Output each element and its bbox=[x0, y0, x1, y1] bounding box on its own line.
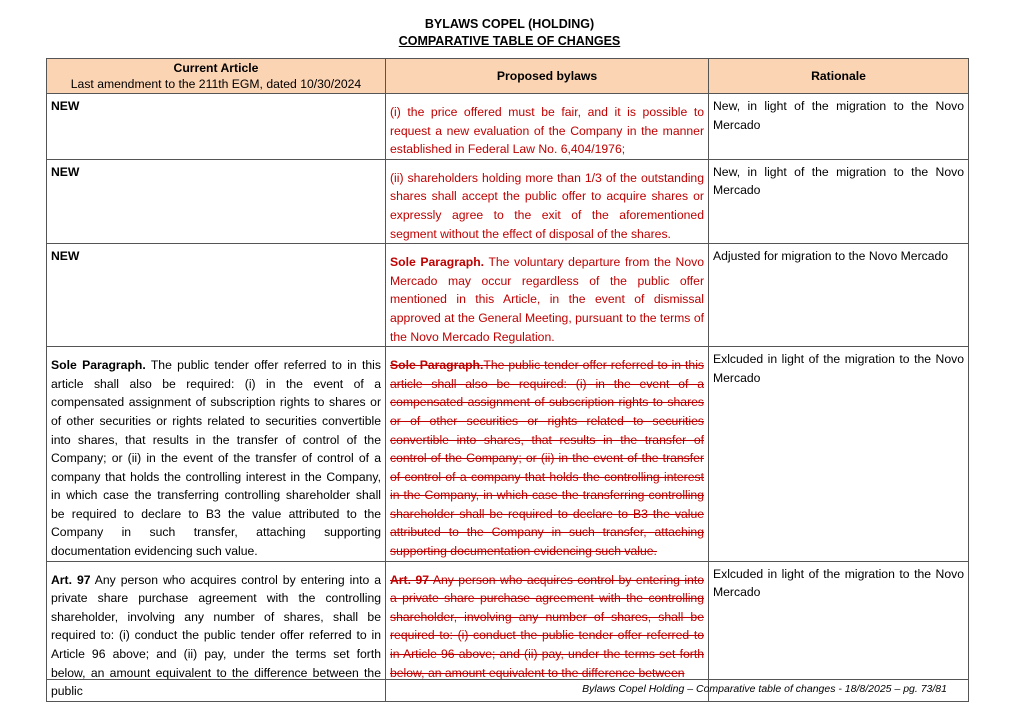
table-header-row bbox=[47, 59, 969, 94]
proposed-text: (i) the price offered must be fair, and it is possible to request a new evaluation of the Company in the manner established in Federal Law No. 6,404/1976; bbox=[390, 105, 704, 157]
rationale-cell: New, in light of the migration to the Novo Mercado bbox=[709, 159, 969, 243]
proposed-text: Any person who acquires control by entering into a private share purchase agreement with the controlling shareholder, involving any number of shares, shall be required to: (i) conduct the public tender offer referred to in Article 96 above; and (ii) pay, under the terms set forth below, an amount equivalent to the difference between bbox=[390, 572, 705, 680]
page-footer: Bylaws Copel Holding – Comparative table of changes - 18/8/2025 – pg. 73/81 bbox=[582, 683, 947, 695]
current-article-cell bbox=[47, 94, 386, 160]
table-row bbox=[47, 244, 969, 347]
comparison-table bbox=[46, 58, 969, 702]
document-subtitle: COMPARATIVE TABLE OF CHANGES bbox=[398, 34, 621, 48]
proposed-lead: Sole Paragraph. bbox=[390, 358, 484, 373]
header-rationale: Rationale bbox=[709, 59, 969, 94]
current-text: The public tender offer referred to in this article shall also be required: (i) in the event of a compensated assignment of subscription rights to shares or of other securities or rights related to securities convertible into shares, that results in the transfer of control of the Company; or (ii) in the event of the transfer of control of a company that holds the controlling interest in the Company, in which case the transferring controlling shareholder shall be required to declare to B3 the value attributed to the Company in such transfer, attaching supporting documentation evidencing such value. bbox=[51, 358, 381, 559]
proposed-text: (ii) shareholders holding more than 1/3 of the outstanding shares shall accept the public offer to acquire shares or expressly agree to the exit of the aforementioned segment without the effect of disposal of the shares. bbox=[390, 170, 704, 241]
proposed-text: The public tender offer referred to in this article shall also be required: (i) in the event of a compensated assignment of subscription rights to shares or of other securities or rights related to securities convertible into shares, that results in the transfer of control of the Company; or (ii) in the event of the transfer of control of a company that holds the controlling interest in the Company, in which case the transferring controlling shareholder shall be required to declare to B3 the value attributed to the Company in such transfer, attaching supporting documentation evidencing such value. bbox=[390, 358, 704, 559]
current-lead: NEW bbox=[51, 249, 80, 264]
header-current-article bbox=[47, 59, 386, 94]
footer-divider bbox=[46, 679, 968, 680]
current-lead: NEW bbox=[51, 164, 80, 179]
current-article-cell bbox=[47, 159, 386, 243]
rationale-cell: New, in light of the migration to the Novo Mercado bbox=[709, 94, 969, 160]
header-current-subtitle: Last amendment to the 211th EGM, dated 10/30/2024 bbox=[70, 77, 362, 91]
table-row bbox=[47, 347, 969, 562]
proposed-bylaws-cell bbox=[386, 159, 709, 243]
document-title-block bbox=[0, 16, 1019, 50]
current-lead: Art. 97 bbox=[51, 572, 91, 587]
proposed-lead: Sole Paragraph. bbox=[390, 255, 485, 270]
current-lead: NEW bbox=[51, 99, 80, 113]
proposed-bylaws-cell-deleted bbox=[386, 561, 709, 701]
proposed-bylaws-cell bbox=[386, 94, 709, 160]
current-lead: Sole Paragraph. bbox=[51, 358, 146, 373]
rationale-cell: Adjusted for migration to the Novo Mercado bbox=[709, 244, 969, 347]
current-article-cell bbox=[47, 561, 386, 701]
rationale-cell: Exlcuded in light of the migration to the Novo Mercado bbox=[709, 561, 969, 701]
current-article-cell bbox=[47, 244, 386, 347]
header-proposed-bylaws: Proposed bylaws bbox=[386, 59, 709, 94]
header-current-title: Current Article bbox=[173, 61, 259, 75]
proposed-bylaws-cell bbox=[386, 244, 709, 347]
proposed-text: The voluntary departure from the Novo Mercado may occur regardless of the public offer mentioned in this Article, in the event of dismissal approved at the General Meeting, pursuant to the terms of the Novo Mercado Regulation. bbox=[390, 255, 704, 344]
current-text: Any person who acquires control by entering into a private share purchase agreement with the controlling shareholder, involving any number of shares, shall be required to: (i) conduct the public tender offer referred to in Article 96 above; and (ii) pay, under the terms set forth below, an amount equivalent to the difference between the public bbox=[51, 572, 381, 699]
table-row bbox=[47, 159, 969, 243]
table-row bbox=[47, 561, 969, 701]
rationale-cell: Exlcuded in light of the migration to the Novo Mercado bbox=[709, 347, 969, 562]
document-title: BYLAWS COPEL (HOLDING) bbox=[424, 17, 595, 31]
current-article-cell bbox=[47, 347, 386, 562]
proposed-bylaws-cell-deleted bbox=[386, 347, 709, 562]
proposed-lead: Art. 97 bbox=[390, 572, 430, 587]
table-row bbox=[47, 94, 969, 160]
